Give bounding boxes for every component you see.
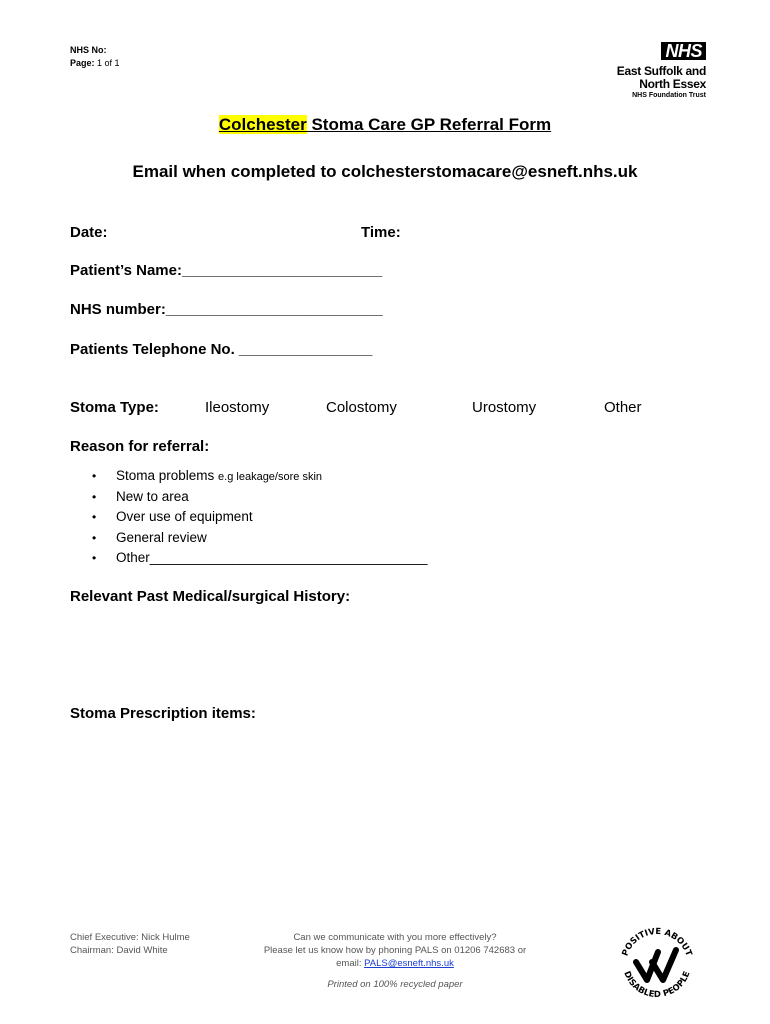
footer-email-prefix: email: (336, 958, 365, 969)
footer-left (70, 931, 190, 957)
nhs-no-label: NHS No: (70, 45, 107, 55)
email-instruction: Email when completed to colchesterstomacare@esneft.nhs.uk (132, 162, 638, 181)
stoma-option-colostomy: Colostomy (326, 399, 397, 416)
header-meta (70, 44, 120, 70)
reason-item (70, 507, 428, 527)
reason-item-text: New to area (116, 489, 189, 505)
badge-top-text: POSITIVE ABOUT (620, 926, 694, 958)
pals-email-link[interactable]: PALS@esneft.nhs.uk (364, 958, 454, 969)
stoma-option-ileostomy: Ileostomy (205, 399, 270, 416)
telephone-field: Patients Telephone No. ________________ (70, 341, 373, 358)
patient-name-field: Patient’s Name:________________________ (70, 262, 383, 279)
reason-item (70, 548, 428, 568)
date-label: Date: (70, 224, 108, 241)
trust-name-line1: East Suffolk and (616, 64, 706, 78)
title-highlight: Colchester (218, 115, 307, 134)
reason-item-text: General review (116, 529, 207, 545)
footer-center (235, 931, 555, 970)
stoma-type-label: Stoma Type: (70, 399, 159, 416)
reason-item (70, 487, 428, 507)
reason-item (70, 466, 428, 487)
nhs-logo-mark: NHS (661, 42, 706, 60)
reason-item-text: Stoma problems (116, 468, 219, 483)
recycled-note: Printed on 100% recycled paper (327, 979, 463, 990)
reason-label: Reason for referral: (70, 438, 210, 455)
stoma-option-other: Other (604, 399, 642, 416)
reason-list (70, 466, 428, 568)
disability-badge (614, 918, 700, 1004)
nhs-number-field: NHS number:__________________________ (70, 301, 383, 318)
trust-name-line2: North Essex (639, 77, 706, 91)
prescription-label: Stoma Prescription items: (70, 705, 256, 722)
reason-item-text: Over use of equipment (116, 509, 253, 525)
footer-line1: Can we communicate with you more effectively? (293, 932, 497, 943)
nhs-trust-logo (596, 42, 706, 101)
reason-item (70, 528, 428, 548)
title-rest: Stoma Care GP Referral Form (306, 115, 552, 134)
page-label: Page: (70, 58, 95, 68)
chief-executive: Chief Executive: Nick Hulme (70, 932, 190, 943)
reason-item-example: e.g leakage/sore skin (218, 471, 322, 483)
history-label: Relevant Past Medical/surgical History: (70, 588, 351, 605)
stoma-option-urostomy: Urostomy (472, 399, 537, 416)
double-tick-icon (636, 950, 676, 980)
form-title (0, 115, 770, 135)
chairman: Chairman: David White (70, 945, 168, 956)
page-value: 1 of 1 (97, 58, 120, 68)
trust-name-line3: NHS Foundation Trust (632, 92, 706, 99)
badge-bottom-text: DISABLED PEOPLE (621, 969, 693, 1001)
footer-line2: Please let us know how by phoning PALS on 01206 742683 or (263, 945, 527, 956)
time-label: Time: (361, 224, 401, 241)
reason-item-text: Other_____________________________________ (116, 549, 428, 565)
